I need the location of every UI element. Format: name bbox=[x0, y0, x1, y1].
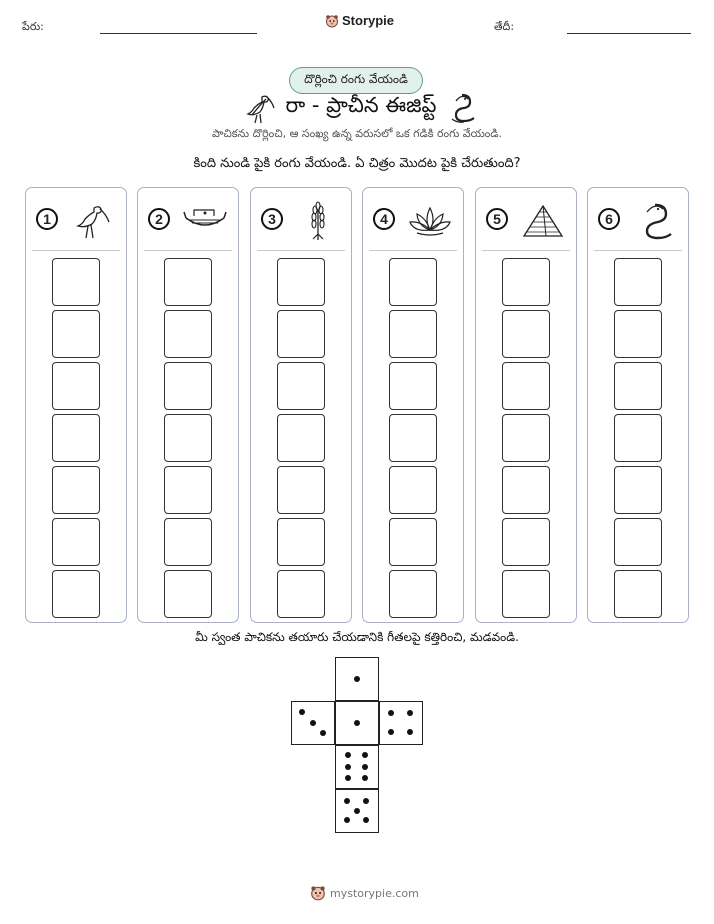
die-pip bbox=[363, 817, 369, 823]
die-pip bbox=[407, 729, 413, 735]
color-box[interactable] bbox=[52, 414, 100, 462]
storypie-mascot-icon bbox=[310, 885, 326, 901]
column-number: 1 bbox=[36, 208, 58, 230]
color-box[interactable] bbox=[164, 414, 212, 462]
color-box[interactable] bbox=[502, 258, 550, 306]
die-pip bbox=[363, 798, 369, 804]
storypie-mascot-icon bbox=[325, 14, 339, 28]
footer-url[interactable]: mystorypie.com bbox=[330, 886, 419, 900]
column-number: 4 bbox=[373, 208, 395, 230]
die-pip bbox=[388, 729, 394, 735]
color-box[interactable] bbox=[52, 466, 100, 514]
race-column-4 bbox=[362, 187, 464, 623]
color-box[interactable] bbox=[277, 414, 325, 462]
column-header bbox=[251, 200, 351, 240]
die-pip bbox=[345, 764, 351, 770]
instructions-subtitle: పాచికను దొర్లించి, ఆ సంఖ్య ఉన్న వరుసలో ఒక గడికి రంగు వేయండి. bbox=[212, 127, 502, 140]
die-pip bbox=[310, 720, 316, 726]
color-box[interactable] bbox=[277, 570, 325, 618]
color-box[interactable] bbox=[614, 362, 662, 410]
race-column-3 bbox=[250, 187, 352, 623]
color-box[interactable] bbox=[614, 310, 662, 358]
ibis-icon bbox=[70, 200, 116, 240]
title-row bbox=[210, 88, 510, 128]
color-box[interactable] bbox=[614, 414, 662, 462]
color-box[interactable] bbox=[389, 310, 437, 358]
die-pip bbox=[345, 752, 351, 758]
color-box[interactable] bbox=[277, 466, 325, 514]
color-box[interactable] bbox=[502, 466, 550, 514]
ibis-icon bbox=[242, 91, 276, 125]
color-box[interactable] bbox=[277, 258, 325, 306]
cut-fold-instruction: మీ స్వంత పాచికను తయారు చేయడానికి గీతలపై కత్తిరించి, మడవండి. bbox=[195, 630, 519, 644]
color-box[interactable] bbox=[389, 518, 437, 566]
die-face-1 bbox=[335, 701, 379, 745]
color-box[interactable] bbox=[502, 310, 550, 358]
die-face-6 bbox=[335, 745, 379, 789]
color-box[interactable] bbox=[614, 466, 662, 514]
die-face-4 bbox=[379, 701, 423, 745]
color-box[interactable] bbox=[389, 414, 437, 462]
column-divider bbox=[369, 250, 457, 251]
color-box[interactable] bbox=[277, 518, 325, 566]
lotus-icon bbox=[407, 200, 453, 240]
color-box[interactable] bbox=[502, 518, 550, 566]
color-box[interactable] bbox=[164, 518, 212, 566]
cobra-icon bbox=[632, 200, 678, 240]
column-header bbox=[476, 200, 576, 240]
date-label: తేదీ: bbox=[494, 20, 515, 33]
color-box[interactable] bbox=[389, 258, 437, 306]
name-line[interactable] bbox=[100, 33, 257, 34]
die-pip bbox=[354, 808, 360, 814]
date-line[interactable] bbox=[567, 33, 691, 34]
race-column-5 bbox=[475, 187, 577, 623]
brand-name: Storypie bbox=[342, 13, 395, 28]
color-box[interactable] bbox=[614, 258, 662, 306]
column-divider bbox=[32, 250, 120, 251]
race-column-1 bbox=[25, 187, 127, 623]
die-pip bbox=[320, 730, 326, 736]
color-box[interactable] bbox=[614, 518, 662, 566]
die-pip bbox=[388, 710, 394, 716]
die-pip bbox=[407, 710, 413, 716]
pyramid-icon bbox=[520, 200, 566, 240]
roll-and-color-badge: దొర్లించి రంగు వేయండి bbox=[289, 67, 423, 94]
color-box[interactable] bbox=[277, 362, 325, 410]
color-box[interactable] bbox=[389, 466, 437, 514]
color-box[interactable] bbox=[277, 310, 325, 358]
brand-logo bbox=[325, 13, 394, 28]
column-number: 2 bbox=[148, 208, 170, 230]
color-box[interactable] bbox=[52, 518, 100, 566]
color-box[interactable] bbox=[389, 570, 437, 618]
race-column-6 bbox=[587, 187, 689, 623]
column-divider bbox=[257, 250, 345, 251]
color-box[interactable] bbox=[164, 362, 212, 410]
name-label: పేరు: bbox=[22, 20, 44, 33]
color-box[interactable] bbox=[502, 570, 550, 618]
color-box[interactable] bbox=[52, 362, 100, 410]
die-pip bbox=[362, 752, 368, 758]
die-pip bbox=[299, 709, 305, 715]
color-box[interactable] bbox=[164, 466, 212, 514]
column-number: 3 bbox=[261, 208, 283, 230]
column-number: 5 bbox=[486, 208, 508, 230]
die-pip bbox=[362, 764, 368, 770]
boat-icon bbox=[182, 200, 228, 240]
color-box[interactable] bbox=[52, 310, 100, 358]
column-divider bbox=[594, 250, 682, 251]
color-box[interactable] bbox=[502, 414, 550, 462]
race-column-2 bbox=[137, 187, 239, 623]
column-divider bbox=[144, 250, 232, 251]
footer bbox=[310, 885, 419, 901]
die-face-3 bbox=[291, 701, 335, 745]
die-pip bbox=[344, 798, 350, 804]
die-pip bbox=[362, 775, 368, 781]
die-pip bbox=[354, 676, 360, 682]
column-header bbox=[138, 200, 238, 240]
column-divider bbox=[482, 250, 570, 251]
color-box[interactable] bbox=[614, 570, 662, 618]
die-face-5 bbox=[335, 789, 379, 833]
color-box[interactable] bbox=[164, 570, 212, 618]
die-pip bbox=[344, 817, 350, 823]
column-header bbox=[26, 200, 126, 240]
cobra-icon bbox=[446, 91, 478, 125]
color-box[interactable] bbox=[164, 258, 212, 306]
column-header bbox=[588, 200, 688, 240]
color-box[interactable] bbox=[502, 362, 550, 410]
die-pip bbox=[354, 720, 360, 726]
race-question: కింది నుండి పైకి రంగు వేయండి. ఏ చిత్రం మొదట పైకి చేరుతుంది? bbox=[193, 156, 521, 171]
page-title: రా - ప్రాచీన ఈజిప్ట్ bbox=[285, 93, 437, 117]
wheat-icon bbox=[295, 200, 341, 240]
die-pip bbox=[345, 775, 351, 781]
column-number: 6 bbox=[598, 208, 620, 230]
color-box[interactable] bbox=[389, 362, 437, 410]
die-face-1 bbox=[335, 657, 379, 701]
color-box[interactable] bbox=[52, 258, 100, 306]
column-header bbox=[363, 200, 463, 240]
color-box[interactable] bbox=[164, 310, 212, 358]
color-box[interactable] bbox=[52, 570, 100, 618]
